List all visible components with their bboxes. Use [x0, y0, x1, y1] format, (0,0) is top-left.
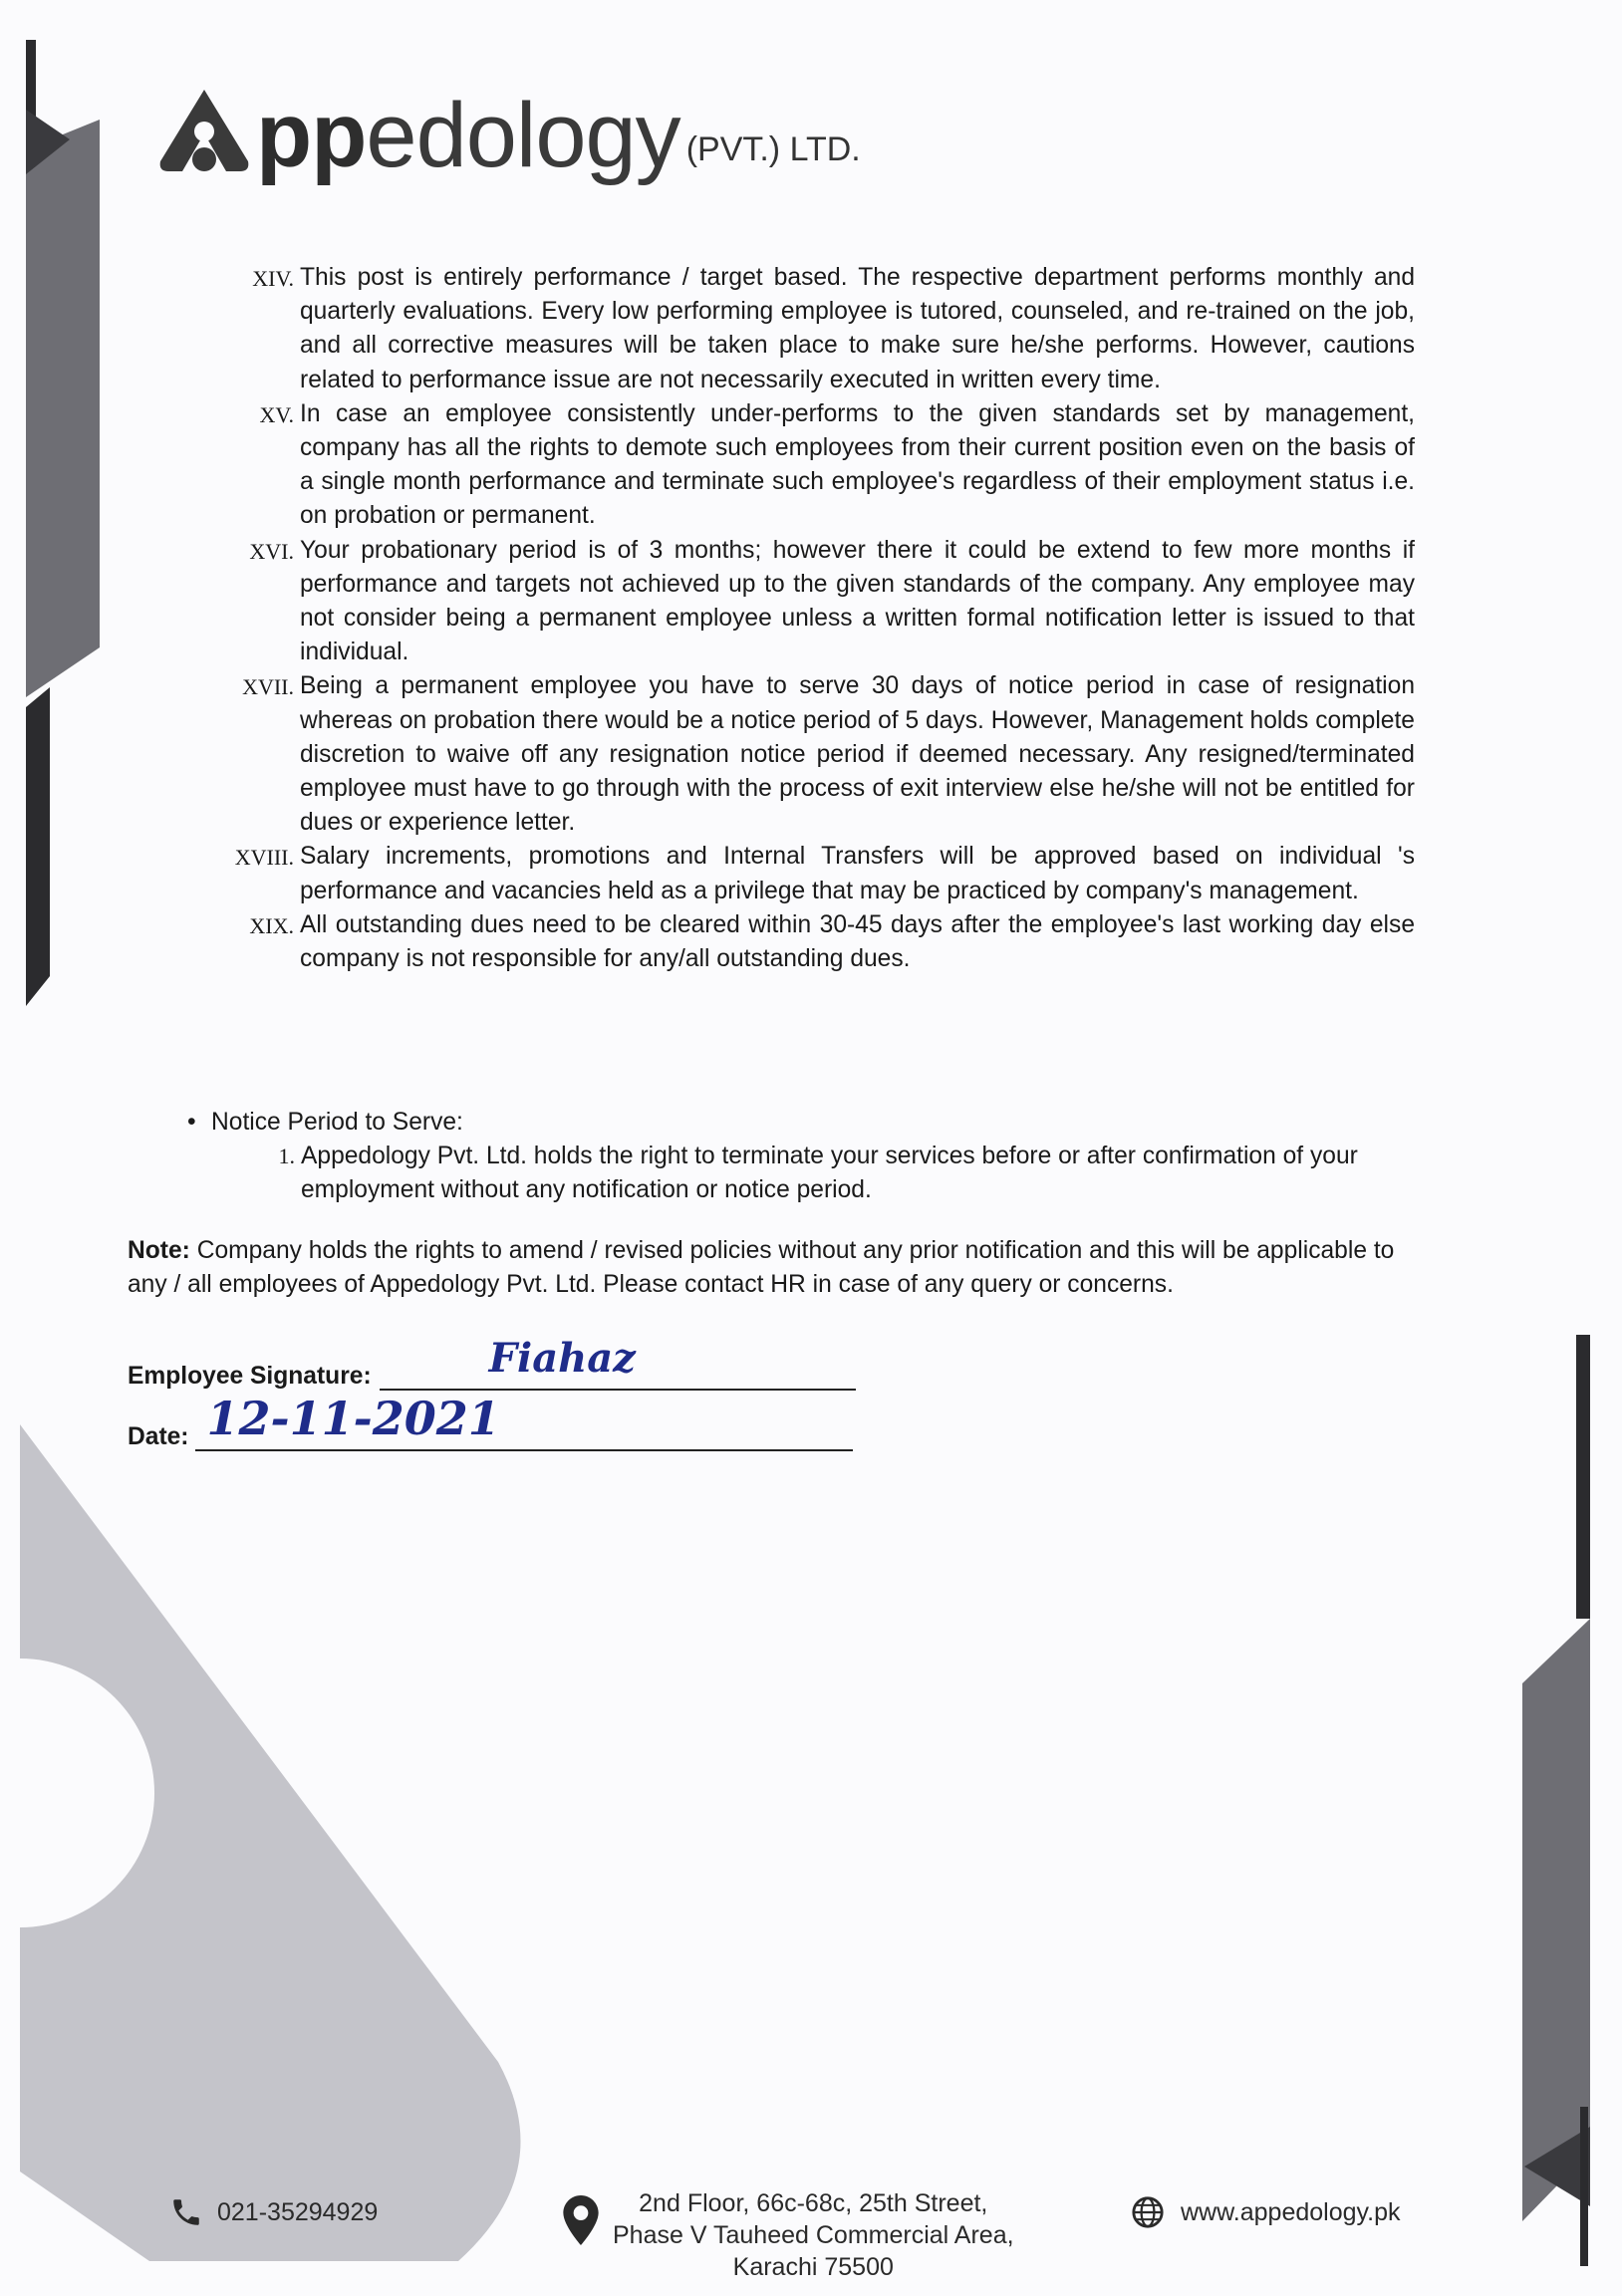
company-logo — [154, 82, 861, 186]
footer-phone-text: 021-35294929 — [217, 2198, 379, 2226]
clause-number: XVII. — [242, 674, 294, 700]
clause-xvii — [219, 669, 1415, 840]
clause-text: All outstanding dues need to be cleared within 30-45 days after the employee's last working day else company is not responsible for any/all outstanding dues. — [300, 910, 1415, 973]
clause-text: Being a permanent employee you have to serve 30 days of notice period in case of resignation whereas on probation there would be a notice period of 5 days. However, Management holds complete discretion to waive off any resignation notice period if deemed necessary. Any resigned/terminated employee must have to go through with the process of exit interview else he/she will not be entitled for dues or experience letter. — [300, 672, 1415, 837]
clause-xviii — [219, 840, 1415, 907]
signature-row — [128, 1335, 856, 1391]
date-label: Date: — [128, 1423, 189, 1450]
clause-text: This post is entirely performance / target based. The respective department performs monthly and quarterly evaluations. Every low performing employee is tutored, counseled, and re-trained on the job, and all corrective measures will be taken place to make sure he/she performs. However, cautions related to performance issue are not necessarily executed in written every time. — [300, 264, 1415, 393]
clause-text: Salary increments, promotions and Internal Transfers will be approved based on individual 's performance and vacancies held as a privilege that may be practiced by company's management. — [300, 843, 1415, 904]
handwritten-date: 12-11-2021 — [206, 1392, 500, 1445]
footer-website — [1131, 2195, 1401, 2229]
footer-address-line3: Karachi 75500 — [732, 2253, 894, 2281]
right-band — [1522, 1619, 1590, 2221]
phone-icon — [169, 2195, 203, 2229]
clause-xvi — [219, 534, 1415, 670]
footer-website-text: www.appedology.pk — [1181, 2198, 1401, 2226]
logo-a-icon — [154, 82, 254, 181]
clause-number: XVIII. — [234, 845, 294, 871]
right-bar-dark — [1576, 1335, 1590, 1619]
signature-line — [380, 1335, 856, 1391]
clause-number: XIV. — [252, 266, 294, 291]
clause-xiv — [219, 261, 1415, 397]
right-bar-bottom — [1580, 2107, 1588, 2266]
notice-heading: Notice Period to Serve: — [211, 1109, 463, 1136]
policy-clauses — [219, 261, 1415, 976]
handwritten-signature: Fiahaz — [488, 1335, 636, 1382]
left-band — [26, 120, 100, 697]
signature-label: Employee Signature: — [128, 1363, 372, 1390]
clause-text: In case an employee consistently under-performs to the given standards set by management, company has all the rights to demote such employees from their current position even on the basis of a single month performance and terminate such employee's regardless of their employment status i.e. on probation or permanent. — [300, 399, 1415, 530]
notice-heading-row — [187, 1106, 1433, 1140]
logo-wordmark: ppedology — [256, 85, 680, 186]
footer-address — [563, 2187, 1014, 2281]
logo-suffix: (PVT.) LTD. — [685, 130, 861, 168]
note-label: Note: — [128, 1237, 190, 1264]
note-paragraph — [128, 1234, 1423, 1302]
location-pin-icon — [563, 2195, 599, 2245]
footer-address-line2: Phase V Tauheed Commercial Area, — [613, 2221, 1014, 2249]
note-text: Company holds the rights to amend / revised policies without any prior notification and this will be applicable to any / all employees of Appedology Pvt. Ltd. Please contact HR in case of any query or concerns. — [128, 1237, 1395, 1299]
notice-item-number: 1. — [278, 1144, 295, 1169]
globe-icon — [1131, 2195, 1165, 2229]
footer-address-line1: 2nd Floor, 66c-68c, 25th Street, — [639, 2189, 988, 2217]
left-bar-dark — [26, 687, 50, 1006]
notice-section — [187, 1106, 1433, 1208]
notice-item — [219, 1140, 1433, 1207]
clause-number: XIX. — [249, 912, 294, 938]
footer-phone — [169, 2195, 378, 2229]
clause-xix — [219, 908, 1415, 976]
clause-xv — [219, 397, 1415, 534]
date-line — [195, 1392, 853, 1451]
bullet-icon: • — [187, 1109, 196, 1136]
clause-text: Your probationary period is of 3 months; however there it could be extend to few more months if performance and targets not achieved up to the given standards of the company. Any employee may not consider being a permanent employee unless a written formal notification letter is issued to that individual. — [300, 536, 1415, 666]
clause-number: XV. — [259, 401, 294, 427]
date-row — [128, 1392, 853, 1451]
clause-number: XVI. — [249, 538, 294, 564]
notice-item-text: Appedology Pvt. Ltd. holds the right to terminate your services before or after confirmation of your employment without any notification or notice period. — [301, 1143, 1358, 1204]
